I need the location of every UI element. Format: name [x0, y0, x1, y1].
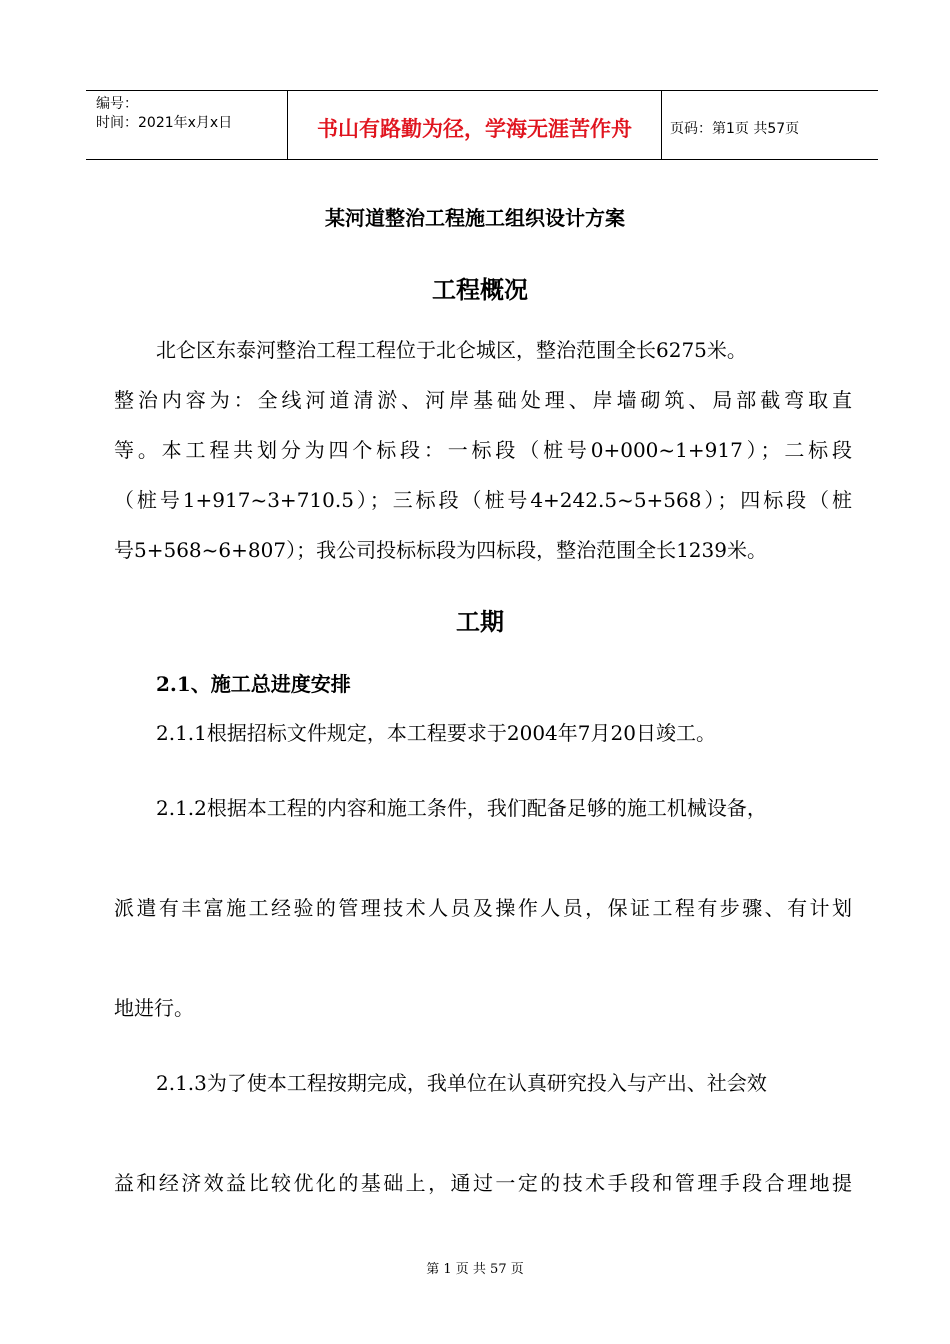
overview-line: （桩号1+917~3+710.5）；三标段（桩号4+242.5~5+568）；四标段（桩 — [114, 488, 852, 512]
overview-line: 号5+568~6+807）；我公司投标标段为四标段，整治范围全长1239米。 — [114, 538, 767, 562]
header-page-info: 页码：第1页 共57页 — [670, 121, 800, 137]
time-label: 时间：2021年x月x日 — [96, 115, 233, 131]
number-label: 编号： — [96, 96, 138, 112]
header-motto: 书山有路勤为径，学海无涯苦作舟 — [288, 91, 662, 159]
paragraph-2-1-2-line: 派遣有丰富施工经验的管理技术人员及操作人员，保证工程有步骤、有计划 — [114, 896, 852, 920]
paragraph-2-1-2-line: 地进行。 — [114, 996, 194, 1020]
document-title: 某河道整治工程施工组织设计方案 — [325, 206, 625, 230]
page-header — [86, 90, 878, 160]
section-title-schedule: 工期 — [456, 607, 504, 636]
overview-line: 北仑区东泰河整治工程工程位于北仑城区，整治范围全长6275米。 — [156, 338, 747, 362]
paragraph-2-1-1: 2.1.1根据招标文件规定，本工程要求于2004年7月20日竣工。 — [156, 721, 716, 745]
overview-line: 等。本工程共划分为四个标段：一标段（桩号0+000~1+917）；二标段 — [114, 438, 852, 462]
section-title-overview: 工程概况 — [432, 275, 528, 304]
paragraph-2-1-3-line: 2.1.3为了使本工程按期完成，我单位在认真研究投入与产出、社会效 — [156, 1071, 767, 1095]
overview-line: 整治内容为：全线河道清淤、河岸基础处理、岸墙砌筑、局部截弯取直 — [114, 388, 852, 412]
paragraph-2-1-2-line: 2.1.2根据本工程的内容和施工条件，我们配备足够的施工机械设备， — [156, 796, 767, 820]
paragraph-2-1-3-line: 益和经济效益比较优化的基础上，通过一定的技术手段和管理手段合理地提 — [114, 1171, 852, 1195]
header-meta — [86, 91, 288, 159]
subheading: 2.1、施工总进度安排 — [156, 672, 351, 696]
page-footer: 第 1 页 共 57 页 — [426, 1262, 524, 1277]
